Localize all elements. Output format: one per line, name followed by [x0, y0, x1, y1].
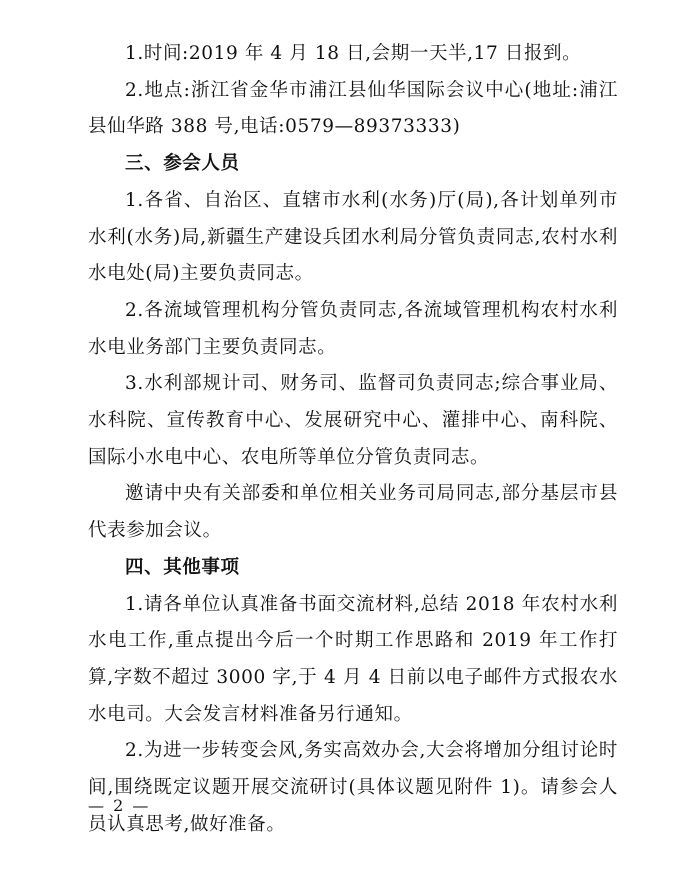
page-number: — 2 — [88, 796, 151, 815]
other-matters-paragraph-2: 2.为进一步转变会风,务实高效办会,大会将增加分组讨论时间,围绕既定议题开展交流研讨(具体议题见附件 1)。请参会人员认真思考,做好准备。 [88, 740, 618, 835]
section-heading-other-matters: 四、其他事项 [125, 556, 240, 578]
meeting-time-paragraph: 1.时间:2019 年 4 月 18 日,会期一天半,17 日报到。 [125, 43, 582, 64]
participants-paragraph-1: 1.各省、自治区、直辖市水利(水务)厅(局),各计划单列市水利(水务)局,新疆生产建设兵团水利局分管负责同志,农村水利水电处(局)主要负责同志。 [88, 189, 618, 285]
participants-paragraph-2: 2.各流域管理机构分管负责同志,各流域管理机构农村水利水电业务部门主要负责同志。 [88, 299, 618, 358]
other-matters-paragraph-1: 1.请各单位认真准备书面交流材料,总结 2018 年农村水利水电工作,重点提出今后一个时期工作思路和 2019 年工作打算,字数不超过 3000 字,于 4 月 4 日前以电子邮件方式报农水水电司。大会发言材料准备另行通知。 [88, 593, 618, 725]
participants-invite-paragraph: 邀请中央有关部委和单位相关业务司局同志,部分基层市县代表参加会议。 [88, 483, 618, 542]
participants-paragraph-3: 3.水利部规计司、财务司、监督司负责同志;综合事业局、水科院、宣传教育中心、发展研究中心、灌排中心、南科院、国际小水电中心、农电所等单位分管负责同志。 [88, 373, 618, 468]
section-heading-participants: 三、参会人员 [125, 153, 240, 175]
meeting-location-paragraph: 2.地点:浙江省金华市浦江县仙华国际会议中心(地址:浦江县仙华路 388 号,电话:0579—89373333) [88, 79, 618, 138]
